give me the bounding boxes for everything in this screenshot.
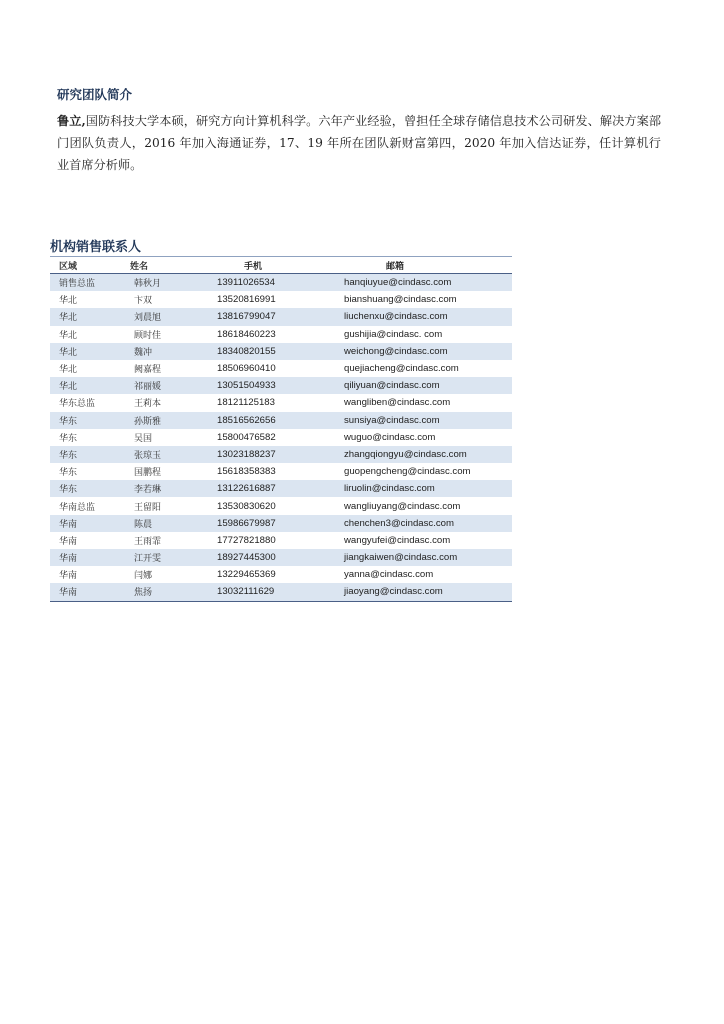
cell-phone: 13032111629: [217, 586, 275, 598]
cell-email[interactable]: wangyufei@cindasc.com: [344, 534, 451, 546]
cell-email[interactable]: gushijia@cindasc. com: [344, 328, 443, 340]
cell-phone: 18506960410: [217, 363, 276, 375]
team-bio-paragraph: [57, 110, 661, 176]
table-body: [50, 274, 512, 602]
cell-name: 闫娜: [134, 571, 153, 582]
cell-name: 王莉本: [134, 399, 162, 410]
cell-email[interactable]: wangliuyang@cindasc.com: [344, 500, 461, 512]
cell-name: 焦扬: [134, 588, 153, 599]
cell-name: 阙嘉程: [134, 365, 162, 376]
header-region: 区域: [59, 261, 78, 272]
table-row: [50, 377, 512, 394]
cell-phone: 13051504933: [217, 380, 276, 392]
cell-phone: 13911026534: [217, 277, 275, 289]
cell-name: 王雨霏: [134, 536, 162, 547]
cell-name: 吴国: [134, 433, 153, 444]
header-email: 邮箱: [386, 261, 405, 272]
cell-name: 孙斯雅: [134, 416, 162, 427]
cell-name: 韩秋月: [134, 279, 162, 290]
contacts-section-title: 机构销售联系人: [50, 240, 142, 255]
cell-email[interactable]: zhangqiongyu@cindasc.com: [344, 448, 467, 460]
table-row: [50, 480, 512, 497]
cell-email[interactable]: guopengcheng@cindasc.com: [344, 466, 471, 478]
table-row: [50, 326, 512, 343]
cell-phone: 18516562656: [217, 414, 276, 426]
cell-name: 王留阳: [134, 502, 162, 513]
cell-email[interactable]: jiangkaiwen@cindasc.com: [344, 552, 458, 564]
cell-phone: 15800476582: [217, 431, 276, 443]
cell-phone: 18927445300: [217, 552, 276, 564]
cell-email[interactable]: wuguo@cindasc.com: [344, 431, 436, 443]
cell-email[interactable]: wangliben@cindasc.com: [344, 397, 451, 409]
cell-email[interactable]: liruolin@cindasc.com: [344, 483, 435, 495]
table-row: [50, 515, 512, 532]
cell-region: 销售总监: [59, 279, 96, 290]
cell-region: 华东: [59, 416, 78, 427]
cell-phone: 17727821880: [217, 534, 276, 546]
cell-email[interactable]: yanna@cindasc.com: [344, 569, 434, 581]
table-row: [50, 566, 512, 583]
cell-region: 华南: [59, 554, 78, 565]
table-row: [50, 360, 512, 377]
cell-email[interactable]: qiliyuan@cindasc.com: [344, 380, 440, 392]
header-phone: 手机: [244, 261, 263, 272]
cell-name: 魏冲: [134, 347, 153, 358]
table-row: [50, 532, 512, 549]
header-name: 姓名: [130, 261, 149, 272]
cell-region: 华北: [59, 296, 78, 307]
cell-region: 华南: [59, 571, 78, 582]
cell-region: 华东: [59, 485, 78, 496]
cell-region: 华北: [59, 382, 78, 393]
cell-phone: 13229465369: [217, 569, 276, 581]
table-row: [50, 394, 512, 411]
cell-phone: 13023188237: [217, 448, 276, 460]
table-row: [50, 463, 512, 480]
cell-phone: 18618460223: [217, 328, 276, 340]
cell-phone: 13122616887: [217, 483, 276, 495]
cell-phone: 13520816991: [217, 294, 276, 306]
cell-region: 华东: [59, 450, 78, 461]
table-row: [50, 429, 512, 446]
cell-name: 李若琳: [134, 485, 162, 496]
cell-phone: 15618358383: [217, 466, 276, 478]
cell-region: 华南: [59, 519, 78, 530]
cell-email[interactable]: hanqiuyue@cindasc.com: [344, 277, 452, 289]
cell-name: 卞双: [134, 296, 153, 307]
cell-name: 陈晨: [134, 519, 153, 530]
cell-name: 祁丽媛: [134, 382, 162, 393]
cell-region: 华北: [59, 330, 78, 341]
cell-region: 华南总监: [59, 502, 96, 513]
cell-phone: 13816799047: [217, 311, 276, 323]
table-row: [50, 291, 512, 308]
cell-email[interactable]: sunsiya@cindasc.com: [344, 414, 440, 426]
cell-email[interactable]: weichong@cindasc.com: [344, 345, 448, 357]
team-section-title: 研究团队简介: [57, 87, 133, 102]
table-row: [50, 274, 512, 291]
table-row: [50, 549, 512, 566]
cell-region: 华北: [59, 313, 78, 324]
table-row: [50, 412, 512, 429]
cell-region: 华南: [59, 536, 78, 547]
contacts-table: [50, 256, 512, 602]
cell-phone: 13530830620: [217, 500, 276, 512]
cell-name: 国鹏程: [134, 468, 162, 479]
cell-region: 华南: [59, 588, 78, 599]
cell-region: 华北: [59, 365, 78, 376]
cell-name: 顾时佳: [134, 330, 162, 341]
table-header-row: [50, 256, 512, 274]
cell-name: 刘晨旭: [134, 313, 162, 324]
table-row: [50, 308, 512, 325]
cell-email[interactable]: bianshuang@cindasc.com: [344, 294, 457, 306]
cell-email[interactable]: quejiacheng@cindasc.com: [344, 363, 459, 375]
analyst-bio-text: 国防科技大学本硕，研究方向计算机科学。六年产业经验，曾担任全球存储信息技术公司研发、解决方案部门团队负责人，2016 年加入海通证券，17、19 年所在团队新财富第四，2020 年加入信达证券，任计算机行业首席分析师。: [57, 114, 662, 172]
table-row: [50, 343, 512, 360]
cell-phone: 18121125183: [217, 397, 275, 409]
cell-region: 华东: [59, 433, 78, 444]
table-row: [50, 446, 512, 463]
table-row: [50, 583, 512, 600]
analyst-name: 鲁立,: [57, 114, 86, 128]
cell-region: 华东: [59, 468, 78, 479]
cell-phone: 15986679987: [217, 517, 276, 529]
table-row: [50, 497, 512, 514]
cell-email[interactable]: chenchen3@cindasc.com: [344, 517, 455, 529]
cell-name: 张琼玉: [134, 450, 162, 461]
cell-region: 华东总监: [59, 399, 96, 410]
cell-phone: 18340820155: [217, 345, 276, 357]
cell-region: 华北: [59, 347, 78, 358]
cell-email[interactable]: liuchenxu@cindasc.com: [344, 311, 448, 323]
cell-email[interactable]: jiaoyang@cindasc.com: [344, 586, 443, 598]
cell-name: 江开雯: [134, 554, 162, 565]
